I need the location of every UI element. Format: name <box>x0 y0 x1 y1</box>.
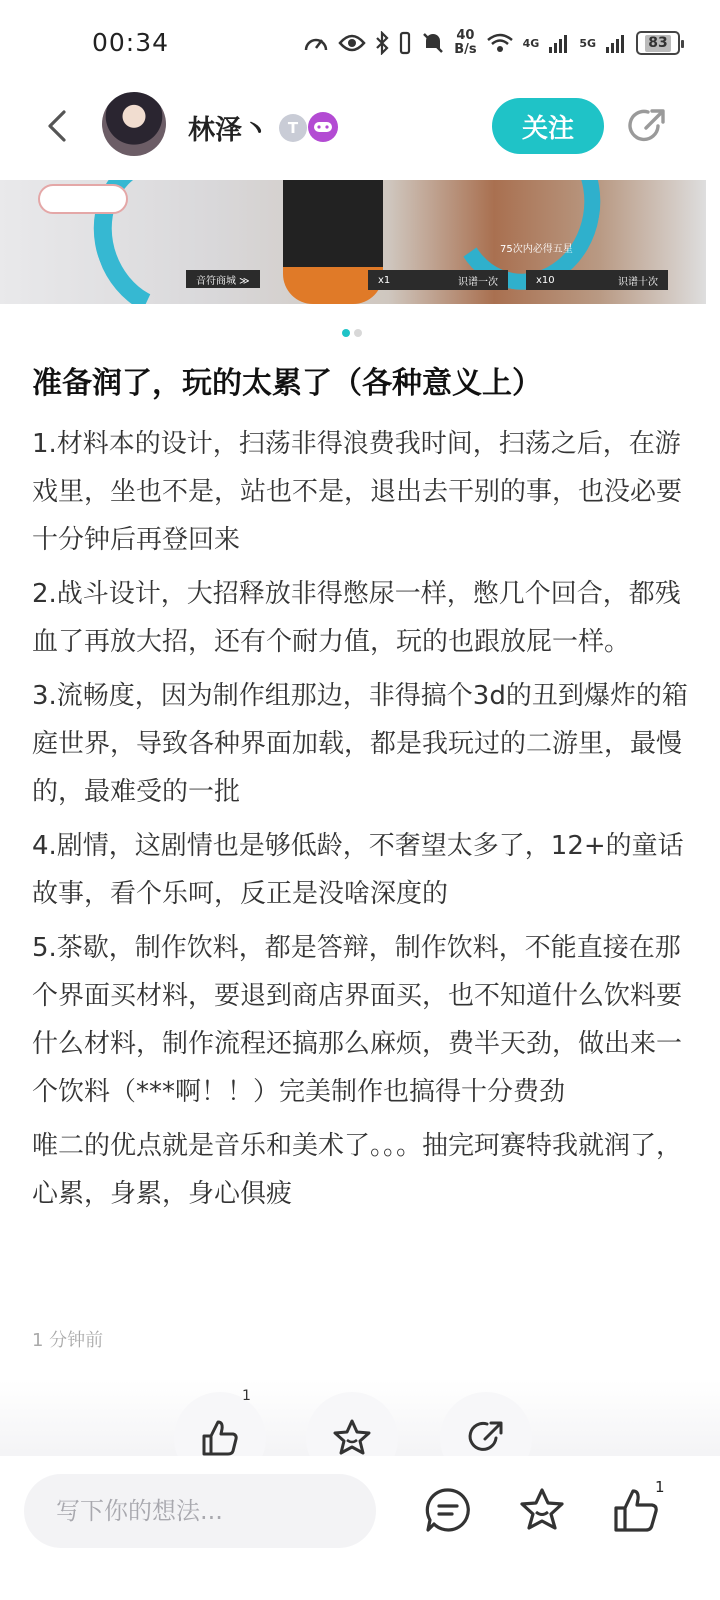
bottom-bar <box>0 1456 720 1600</box>
carousel-dot <box>354 329 362 337</box>
net-speed-unit: B/s <box>454 42 477 57</box>
post-paragraph: 5.茶歇，制作饮料，都是答辩，制作饮料，不能直接在那个界面买材料，要退到商店界面买，也不知道什么饮料要什么材料，制作流程还搞那么麻烦，费半天劲，做出来一个饮料（***啊！！）完美制作也搞得十分费劲 <box>32 933 683 1107</box>
single-action: 识谱一次 <box>458 276 498 288</box>
star-icon <box>330 1416 374 1460</box>
status-bar <box>0 0 720 88</box>
carousel-dot <box>342 329 350 337</box>
star-icon[interactable] <box>516 1484 568 1536</box>
post-image-carousel[interactable] <box>0 180 706 304</box>
share-icon <box>464 1416 508 1460</box>
like-count: 1 <box>655 1478 665 1496</box>
bluetooth-icon <box>375 31 389 55</box>
gamepad-icon <box>308 112 338 142</box>
post-actions <box>0 1380 720 1460</box>
banner-pity-text: 75次内必得五星 <box>500 244 573 255</box>
signal-bars-icon <box>548 32 570 54</box>
wifi-icon <box>486 32 514 54</box>
share-icon[interactable] <box>624 104 670 150</box>
back-arrow-icon[interactable] <box>38 106 78 146</box>
comment-icon[interactable] <box>422 1484 474 1536</box>
post-header <box>0 88 720 178</box>
speedometer-icon <box>303 32 329 54</box>
post-paragraph: 1.材料本的设计，扫荡非得浪费我时间，扫荡之后，在游戏里，坐也不是，站也不是，退出去干别的事，也没必要十分钟后再登回来 <box>32 429 683 555</box>
mute-bell-icon <box>421 31 445 55</box>
signal-label-2: 5G <box>579 36 596 50</box>
eye-icon <box>338 33 366 53</box>
follow-button[interactable]: 关注 <box>492 98 604 154</box>
post-paragraph: 唯二的优点就是音乐和美术了。。。抽完珂赛特我就润了，心累，身累，身心俱疲 <box>32 1131 683 1209</box>
banner-ten-pull <box>526 270 668 290</box>
net-speed <box>454 29 476 57</box>
vibrate-icon <box>398 31 412 55</box>
status-icons <box>303 26 680 60</box>
carousel-indicator <box>342 329 362 337</box>
avatar[interactable] <box>102 92 166 156</box>
post-paragraph: 4.剧情，这剧情也是够低龄，不奢望太多了，12+的童话故事，看个乐呵，反正是没啥深度的 <box>32 831 684 909</box>
post-paragraph: 2.战斗设计，大招释放非得憋尿一样，憋几个回合，都残血了再放大招，还有个耐力值，玩的也跟放屁一样。 <box>32 579 681 657</box>
battery-level: 83 <box>645 35 670 52</box>
post-body <box>32 420 692 1224</box>
thumb-up-icon <box>198 1416 242 1460</box>
single-count: x1 <box>378 274 391 286</box>
banner-shop-chip <box>186 270 260 288</box>
username[interactable]: 林泽丶 <box>188 115 269 146</box>
banner-portrait <box>38 184 128 214</box>
battery-icon <box>636 31 680 55</box>
comment-input[interactable] <box>24 1474 376 1548</box>
signal-label-1: 4G <box>522 36 540 50</box>
post-paragraph: 3.流畅度，因为制作组那边，非得搞个3d的丑到爆炸的箱庭世界，导致各种界面加载，都是我玩过的二游里，最慢的，最难受的一批 <box>32 681 688 807</box>
net-speed-value: 40 <box>456 28 475 43</box>
level-badge: T <box>279 114 307 142</box>
like-count: 1 <box>242 1388 251 1404</box>
status-time: 00:34 <box>92 28 170 57</box>
ten-count: x10 <box>536 274 555 286</box>
ten-action: 识谱十次 <box>618 276 658 288</box>
banner-shop-label: 音符商城 ≫ <box>196 275 250 287</box>
post-timestamp: 1 分钟前 <box>32 1330 104 1351</box>
banner-single-pull <box>368 270 508 290</box>
post-title: 准备润了，玩的太累了（各种意义上） <box>32 366 542 401</box>
signal-bars-icon <box>605 32 627 54</box>
